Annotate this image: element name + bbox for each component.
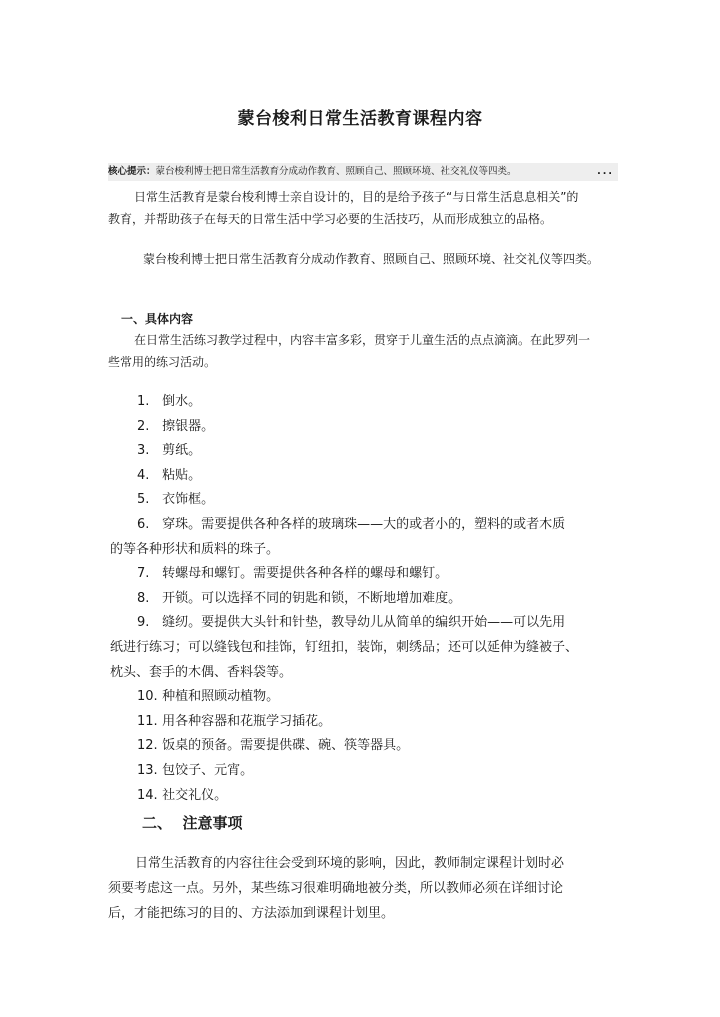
list-item: 7. 转螺母和螺钉。需要提供各种各样的螺母和螺钉。 [137, 566, 449, 582]
intro-line-1: 日常生活教育是蒙台梭利博士亲自设计的，目的是给予孩子“与日常生活息息相关”的 [134, 190, 579, 204]
page-title: 蒙台梭利日常生活教育课程内容 [237, 109, 483, 129]
section-1-heading: 一、具体内容 [121, 312, 194, 326]
list-item: 9. 缝纫。要提供大头针和针垫，教导幼儿从简单的编织开始——可以先用 纸进行练习；可以缝钱包和挂饰，钉纽扣，装饰，刺绣品；还可以延伸为缝被子、 枕头、套手的木偶、香料袋等。 [110, 615, 579, 680]
section-2-line-1: 日常生活教育的内容往往会受到环境的影响，因此，教师制定课程计划时必 [135, 856, 565, 871]
list-item: 5. 衣饰框。 [137, 492, 215, 508]
list-item: 10. 种植和照顾动植物。 [137, 689, 280, 705]
summary-box [108, 163, 618, 181]
list-item: 12. 饭桌的预备。需要提供碟、碗、筷等器具。 [137, 738, 410, 754]
intro-line-2: 教育，并帮助孩子在每天的日常生活中学习必要的生活技巧，从而形成独立的品格。 [108, 212, 553, 226]
intro-paragraph-2: 蒙台梭利博士把日常生活教育分成动作教育、照顾自己、照顾环境、社交礼仪等四类。 [143, 252, 600, 266]
list-item: 4. 粘贴。 [137, 467, 202, 483]
list-item: 3. 剪纸。 [137, 443, 202, 459]
list-item: 1. 倒水。 [137, 394, 202, 409]
list-item: 2. 擦银器。 [137, 418, 215, 434]
section-2-heading: 二、 注意事项 [142, 814, 243, 832]
list-item: 13. 包饺子、元宵。 [137, 762, 254, 778]
list-item: 11. 用各种容器和花瓶学习插花。 [137, 713, 332, 729]
activity-list [0, 390, 720, 808]
section-1-line-2: 些常用的练习活动。 [108, 355, 217, 369]
summary-text: 蒙台梭利博士把日常生活教育分成动作教育、照顾自己、照顾环境、社交礼仪等四类。 [155, 166, 517, 177]
more-link[interactable]: ... [597, 166, 614, 177]
section-2-line-2: 须要考虑这一点。另外，某些练习很难明确地被分类，所以教师必须在详细讨论 [108, 881, 564, 896]
list-item: 6. 穿珠。需要提供各种各样的玻璃珠——大的或者小的，塑料的或者木质 的等各种形状和质料的珠子。 [110, 516, 566, 557]
section-2-line-3: 后，才能把练习的目的、方法添加到课程计划里。 [108, 906, 395, 921]
list-item: 8. 开锁。可以选择不同的钥匙和锁，不断地增加难度。 [137, 590, 462, 606]
section-1-line-1: 在日常生活练习教学过程中，内容丰富多彩，贯穿于儿童生活的点点滴滴。在此罗列一 [134, 333, 591, 347]
summary-label: 核心提示： [108, 166, 156, 177]
list-item: 14. 社交礼仪。 [137, 787, 228, 803]
